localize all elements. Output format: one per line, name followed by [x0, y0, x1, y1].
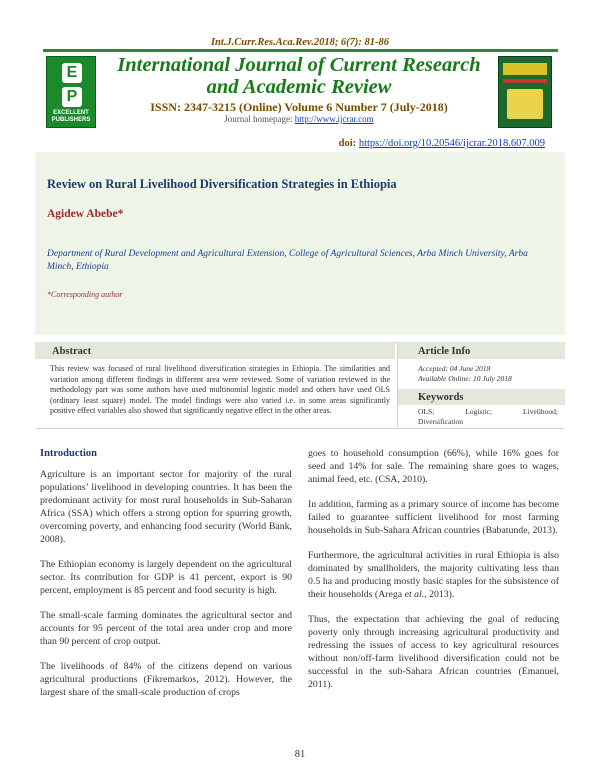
homepage-link[interactable]: http://www.ijcrar.com: [294, 114, 374, 124]
body-paragraph: goes to household consumption (66%), while 16% goes for seed and 14% for sale. The remaining share goes to wages, animal feed, etc. (CSA, 2010).: [308, 448, 559, 485]
body-paragraph: Agriculture is an important sector for majority of the rural populations’ livelihood in developing countries. It has been the predominant activity for most rural households in Sub-Saharan Africa (SSA) which offers a strong option for spurring growth, overcoming poverty, and enhancing food security (World Bank, 2008).: [40, 469, 292, 545]
author-affiliation: Department of Rural Development and Agricultural Extension, College of Agricultural Sciences, Arba Minch University, Arba Minch, Ethiopia: [47, 249, 528, 272]
body-paragraph: Thus, the expectation that achieving the goal of reducing poverty only through increasing agricultural productivity and redressing the issues of access to key agricultural resources without non/off-farm livelihood diversification could not be successful in the sub-Sahara African countries (Emanuel, 2011).: [308, 614, 559, 690]
paragraph-text: Furthermore, the agricultural activities in rural Ethiopia is also dominated by smallholders, the majority cultivating less than 0.5 ha and producing mostly basic staples for the subsistence of their households (Arega: [308, 550, 559, 600]
keyword: Logistic;: [465, 407, 492, 416]
cover-title-band: [503, 63, 547, 75]
doi-label: doi:: [338, 138, 357, 149]
cover-stripe: [503, 79, 547, 83]
article-title: Review on Rural Livelihood Diversification Strategies in Ethiopia: [47, 177, 397, 191]
journal-title: [100, 54, 498, 98]
issn-line: ISSN: 2347-3215 (Online) Volume 6 Number 7 (July-2018): [150, 100, 448, 114]
doi-link[interactable]: https://doi.org/10.20546/ijcrar.2018.607.009: [358, 138, 545, 149]
author-name: Agidew Abebe*: [47, 208, 124, 220]
available-online-date: Available Online: 10 July 2018: [418, 374, 512, 383]
journal-homepage: [100, 114, 498, 124]
keyword: OLS;: [418, 407, 435, 416]
homepage-label: Journal homepage:: [224, 114, 295, 124]
logo-text: EXCELLENT PUBLISHERS: [51, 110, 91, 123]
journal-citation: Int.J.Curr.Res.Aca.Rev.2018; 6(7): 81-86: [210, 37, 390, 48]
article-dates: [418, 364, 512, 384]
body-paragraph: The Ethiopian economy is largely dependent on the agricultural sector. Its contribution for GDP is 41 percent, export is 90 percent, employment is 85 percent and food security is high.: [40, 559, 292, 596]
header-divider: [43, 49, 558, 52]
keyword: Diversification: [418, 417, 463, 426]
abstract-heading: Abstract: [52, 346, 92, 357]
journal-title-line1: International Journal of Current Research: [117, 54, 481, 76]
keywords-list: [418, 407, 558, 427]
logo-letter-p: P: [62, 87, 82, 107]
keywords-heading: Keywords: [418, 392, 464, 403]
paragraph-text: , 2013).: [424, 589, 455, 600]
publisher-logo: [46, 56, 96, 128]
paragraph-citation-italic: et al.: [404, 589, 425, 600]
body-left-column: [40, 447, 292, 711]
abstract-text: This review was focused of rural livelihood diversification strategies in Ethiopia. The similarities and variation among different findings in different area were reviewed. Some of variation reviewed in the methodology part was some authors have used multinomial logistic model and others have used OLS (ordinary least square) model. The model findings were also varied i.e. in some areas significantly positive effect variables also showed that significantly negative effect in the other areas.: [50, 364, 390, 415]
section-heading: Introduction: [40, 448, 97, 459]
corresponding-author-note: *Corresponding author: [47, 290, 123, 299]
accepted-date: Accepted: 04 June 2018: [418, 364, 491, 373]
body-right-column: [308, 447, 559, 703]
article-info-heading: Article Info: [418, 346, 471, 357]
body-paragraph: The livelihoods of 84% of the citizens depend on various agricultural productions (Fikremarkos, 2012). However, the largest share of the small-scale production of crops: [40, 661, 292, 698]
journal-title-line2: and Academic Review: [206, 76, 392, 98]
cover-image: [507, 89, 543, 119]
logo-letter-e: E: [62, 63, 82, 83]
body-paragraph: The small-scale farming dominates the agricultural sector and accounts for 95 percent of the total area under crop and more than 90 percent of crop output.: [40, 610, 292, 647]
body-paragraph: [308, 549, 559, 601]
doi-line: [339, 138, 545, 149]
keyword: Livelihood;: [523, 407, 558, 416]
page-number: 81: [294, 749, 306, 760]
body-paragraph: In addition, farming as a primary source of income has become failed to guarantee sufficient livelihood for most farming households in Sub-Sahara African countries (Babatunde, 2013).: [308, 499, 559, 536]
journal-cover-thumbnail: [498, 56, 552, 128]
